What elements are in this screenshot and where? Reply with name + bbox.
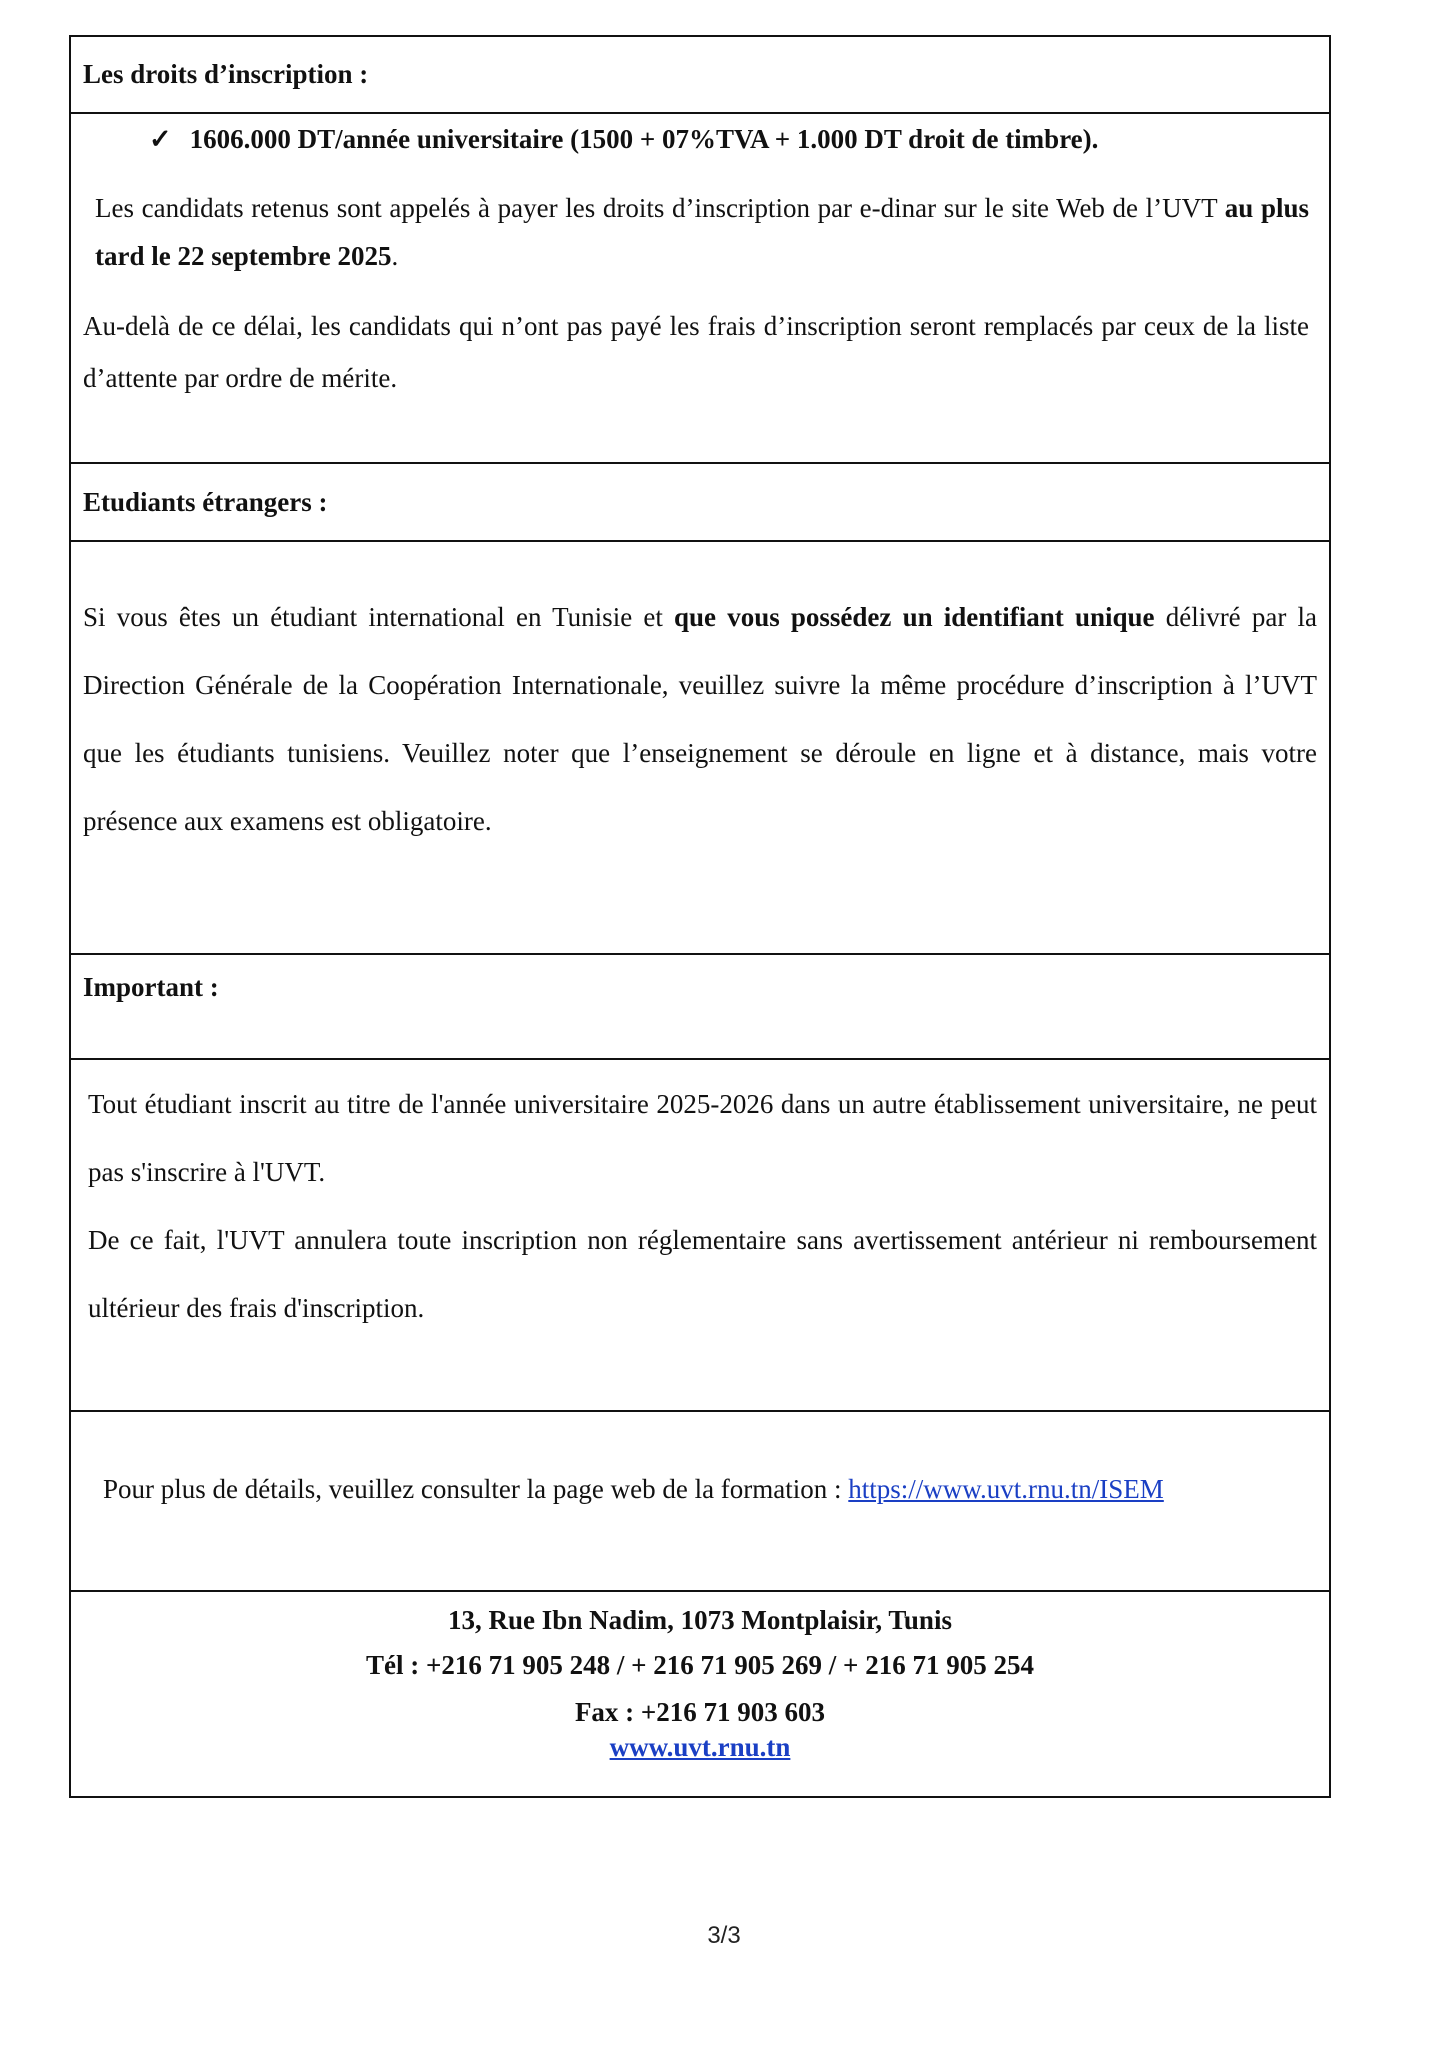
contact-cell <box>71 1592 1329 1796</box>
details-cell <box>71 1412 1329 1592</box>
website-link[interactable]: www.uvt.rnu.tn <box>609 1732 791 1762</box>
foreign-paragraph: Si vous êtes un étudiant international en Tunisie et que vous possédez un identifiant unique délivré par la Direction Générale de la Coopération Internationale, veuillez suivre la même procédure d’inscription à l’UVT que les étudiants tunisiens. Veuillez noter que l’enseignement se déroule en ligne et à distance, mais votre présence aux examens est obligatoire. <box>83 602 1317 836</box>
formation-link[interactable]: https://www.uvt.rnu.tn/ISEM <box>848 1474 1164 1504</box>
fees-heading: Les droits d’inscription : <box>83 59 369 89</box>
important-heading-cell <box>71 955 1329 1060</box>
fees-waitlist-paragraph: Au-delà de ce délai, les candidats qui n’ont pas payé les frais d’inscription seront remplacés par ceux de la liste d’attente par ordre de mérite. <box>83 311 1309 393</box>
fees-payment-paragraph: Les candidats retenus sont appelés à payer les droits d’inscription par e-dinar sur le site Web de l’UVT au plus tard le 22 septembre 2025. <box>95 193 1309 271</box>
contact-website-line <box>71 1732 1329 1763</box>
important-heading: Important : <box>83 972 219 1002</box>
document-table <box>69 35 1331 1798</box>
important-paragraph-2: De ce fait, l'UVT annulera toute inscription non réglementaire sans avertissement antérieur ni remboursement ultérieur des frais d'inscription. <box>88 1225 1317 1323</box>
foreign-content-cell <box>71 542 1329 955</box>
contact-phone: Tél : +216 71 905 248 / + 216 71 905 269 / + 216 71 905 254 <box>366 1650 1034 1680</box>
fees-content-cell <box>71 114 1329 464</box>
details-line: Pour plus de détails, veuillez consulter la page web de la formation : https://www.uvt.rnu.tn/ISEM <box>103 1474 1164 1504</box>
fees-amount: 1606.000 DT/année universitaire (1500 + 07%TVA + 1.000 DT droit de timbre). <box>189 124 1099 154</box>
fees-heading-cell <box>71 37 1329 114</box>
foreign-emphasis: que vous possédez un identifiant unique <box>674 602 1155 632</box>
checkmark-icon: ✓ <box>149 124 172 154</box>
fees-deadline: au plus tard le 22 septembre 2025 <box>95 193 1309 271</box>
foreign-heading: Etudiants étrangers : <box>83 486 328 517</box>
contact-address: 13, Rue Ibn Nadim, 1073 Montplaisir, Tunis <box>448 1605 952 1635</box>
important-paragraph-1: Tout étudiant inscrit au titre de l'année universitaire 2025-2026 dans un autre établissement universitaire, ne peut pas s'inscrire à l'UVT. <box>88 1089 1317 1187</box>
important-content-cell <box>71 1060 1329 1412</box>
contact-fax: Fax : +216 71 903 603 <box>574 1697 826 1727</box>
fees-amount-line <box>149 124 1098 155</box>
page-number: 3/3 <box>707 1922 741 1949</box>
foreign-heading-cell <box>71 464 1329 542</box>
